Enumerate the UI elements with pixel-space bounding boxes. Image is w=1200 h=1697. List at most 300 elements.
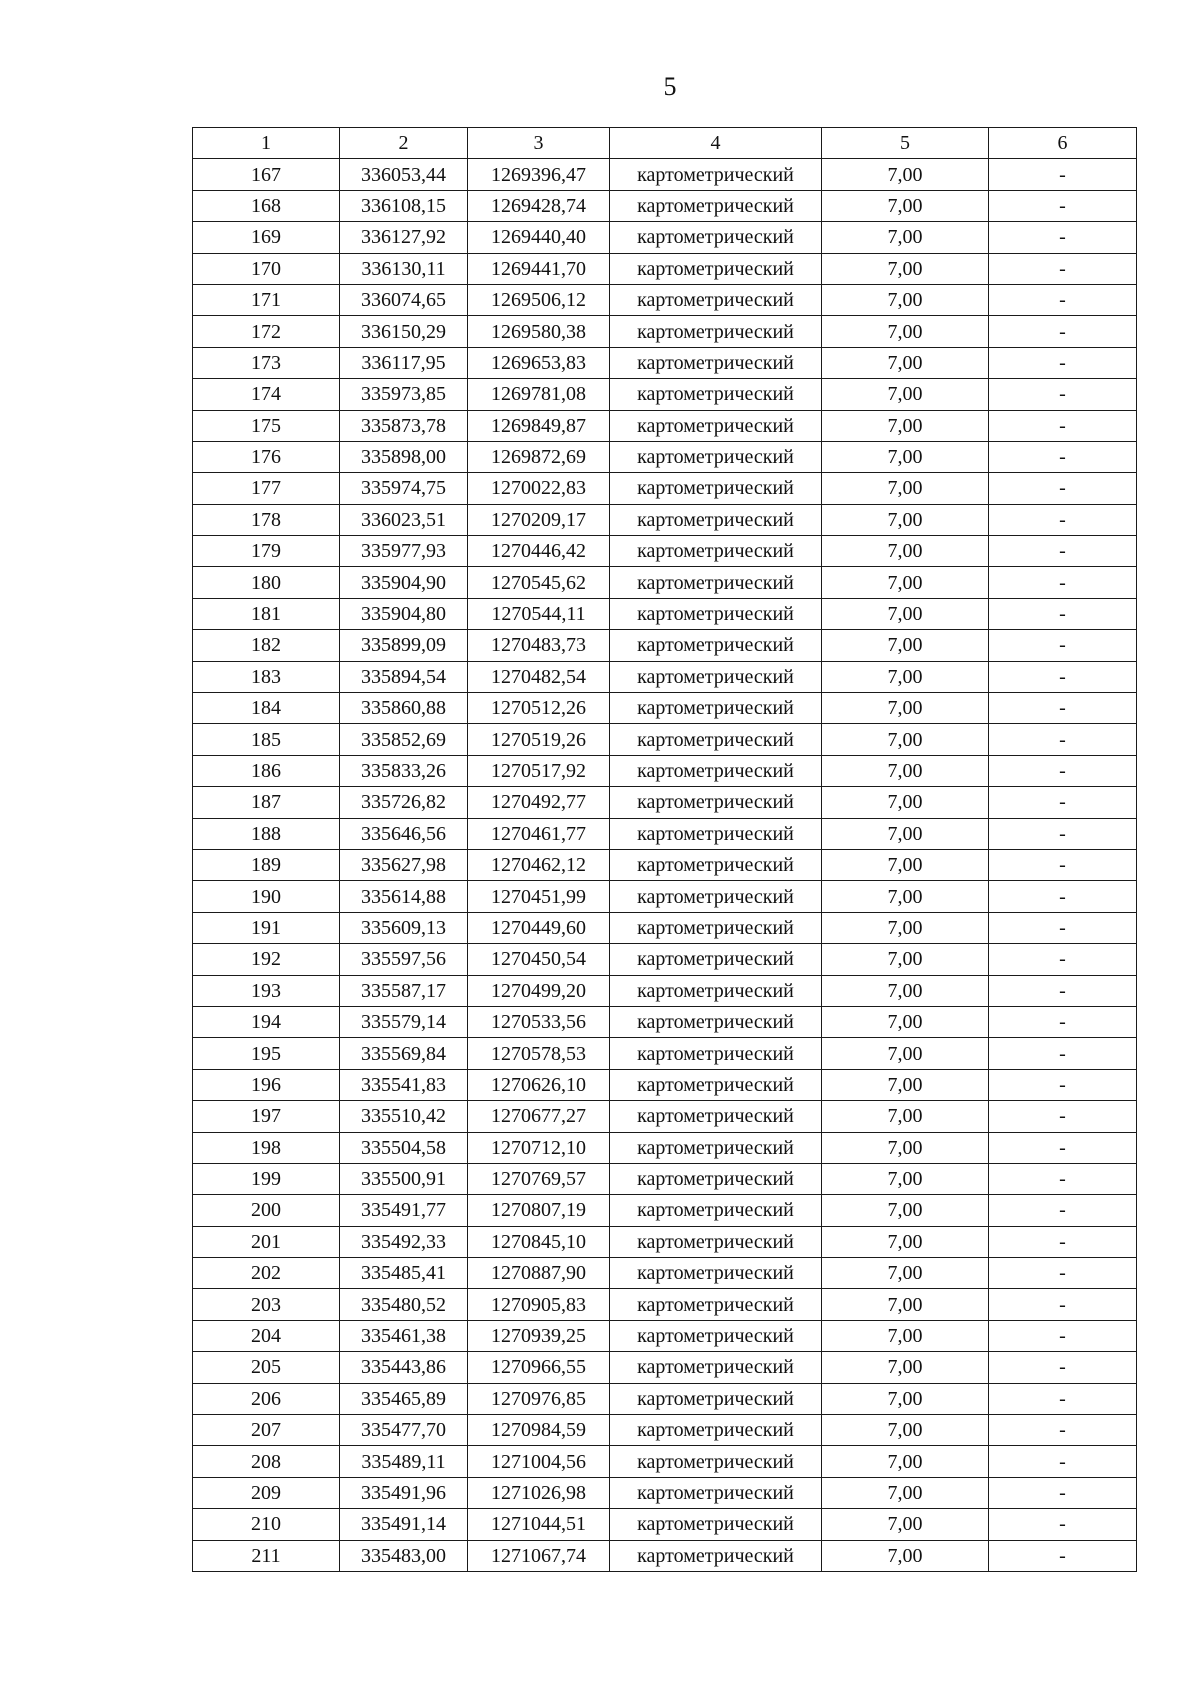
description-cell: -: [989, 1069, 1137, 1100]
method-cell: картометрический: [610, 661, 822, 692]
method-cell: картометрический: [610, 1163, 822, 1194]
y-coordinate-cell: 1270769,57: [468, 1163, 610, 1194]
method-cell: картометрический: [610, 693, 822, 724]
point-number-cell: 204: [193, 1320, 340, 1351]
y-coordinate-cell: 1269441,70: [468, 253, 610, 284]
method-cell: картометрический: [610, 818, 822, 849]
point-number-cell: 175: [193, 410, 340, 441]
y-coordinate-cell: 1270446,42: [468, 536, 610, 567]
table-row: [193, 1446, 1137, 1477]
accuracy-cell: 7,00: [822, 316, 989, 347]
accuracy-cell: 7,00: [822, 724, 989, 755]
x-coordinate-cell: 335569,84: [340, 1038, 468, 1069]
description-cell: -: [989, 222, 1137, 253]
description-cell: -: [989, 755, 1137, 786]
accuracy-cell: 7,00: [822, 661, 989, 692]
point-number-cell: 195: [193, 1038, 340, 1069]
point-number-cell: 208: [193, 1446, 340, 1477]
table-row: [193, 567, 1137, 598]
accuracy-cell: 7,00: [822, 912, 989, 943]
point-number-cell: 210: [193, 1509, 340, 1540]
accuracy-cell: 7,00: [822, 347, 989, 378]
y-coordinate-cell: 1269781,08: [468, 379, 610, 410]
x-coordinate-cell: 335480,52: [340, 1289, 468, 1320]
table-row: [193, 1163, 1137, 1194]
table-row: [193, 504, 1137, 535]
table-row: [193, 1509, 1137, 1540]
description-cell: -: [989, 536, 1137, 567]
description-cell: -: [989, 1415, 1137, 1446]
x-coordinate-cell: 336053,44: [340, 159, 468, 190]
page-number: 5: [663, 72, 677, 101]
x-coordinate-cell: 335609,13: [340, 912, 468, 943]
method-cell: картометрический: [610, 1477, 822, 1508]
description-cell: -: [989, 818, 1137, 849]
description-cell: -: [989, 630, 1137, 661]
accuracy-cell: 7,00: [822, 1540, 989, 1571]
point-number-cell: 191: [193, 912, 340, 943]
x-coordinate-cell: 335614,88: [340, 881, 468, 912]
point-number-cell: 168: [193, 190, 340, 221]
y-coordinate-cell: 1270626,10: [468, 1069, 610, 1100]
x-coordinate-cell: 335489,11: [340, 1446, 468, 1477]
description-cell: -: [989, 504, 1137, 535]
description-cell: -: [989, 1540, 1137, 1571]
description-cell: -: [989, 975, 1137, 1006]
x-coordinate-cell: 335491,14: [340, 1509, 468, 1540]
description-cell: -: [989, 1509, 1137, 1540]
point-number-cell: 202: [193, 1258, 340, 1289]
method-cell: картометрический: [610, 1258, 822, 1289]
method-cell: картометрический: [610, 347, 822, 378]
point-number-cell: 189: [193, 849, 340, 880]
description-cell: -: [989, 661, 1137, 692]
point-number-cell: 177: [193, 473, 340, 504]
method-cell: картометрический: [610, 1383, 822, 1414]
point-number-cell: 207: [193, 1415, 340, 1446]
description-cell: -: [989, 1006, 1137, 1037]
x-coordinate-cell: 335627,98: [340, 849, 468, 880]
x-coordinate-cell: 335491,77: [340, 1195, 468, 1226]
accuracy-cell: 7,00: [822, 1352, 989, 1383]
method-cell: картометрический: [610, 849, 822, 880]
table-row: [193, 661, 1137, 692]
y-coordinate-cell: 1270545,62: [468, 567, 610, 598]
x-coordinate-cell: 335726,82: [340, 787, 468, 818]
x-coordinate-cell: 335904,80: [340, 598, 468, 629]
table-row: [193, 1383, 1137, 1414]
point-number-cell: 167: [193, 159, 340, 190]
point-number-cell: 178: [193, 504, 340, 535]
table-row: [193, 410, 1137, 441]
y-coordinate-cell: 1270492,77: [468, 787, 610, 818]
method-cell: картометрический: [610, 536, 822, 567]
description-cell: -: [989, 1352, 1137, 1383]
method-cell: картометрический: [610, 379, 822, 410]
point-number-cell: 174: [193, 379, 340, 410]
y-coordinate-cell: 1270450,54: [468, 944, 610, 975]
x-coordinate-cell: 335485,41: [340, 1258, 468, 1289]
column-header-1: 1: [193, 128, 340, 159]
table-row: [193, 1352, 1137, 1383]
point-number-cell: 196: [193, 1069, 340, 1100]
y-coordinate-cell: 1270807,19: [468, 1195, 610, 1226]
table-row: [193, 1289, 1137, 1320]
description-cell: -: [989, 347, 1137, 378]
y-coordinate-cell: 1270461,77: [468, 818, 610, 849]
x-coordinate-cell: 336023,51: [340, 504, 468, 535]
method-cell: картометрический: [610, 1352, 822, 1383]
point-number-cell: 184: [193, 693, 340, 724]
y-coordinate-cell: 1270578,53: [468, 1038, 610, 1069]
table-row: [193, 1258, 1137, 1289]
description-cell: -: [989, 1477, 1137, 1508]
table-row: [193, 473, 1137, 504]
method-cell: картометрический: [610, 441, 822, 472]
y-coordinate-cell: 1271004,56: [468, 1446, 610, 1477]
accuracy-cell: 7,00: [822, 630, 989, 661]
table-row: [193, 630, 1137, 661]
accuracy-cell: 7,00: [822, 1038, 989, 1069]
accuracy-cell: 7,00: [822, 1163, 989, 1194]
y-coordinate-cell: 1270677,27: [468, 1101, 610, 1132]
accuracy-cell: 7,00: [822, 944, 989, 975]
column-header-2: 2: [340, 128, 468, 159]
accuracy-cell: 7,00: [822, 755, 989, 786]
table-row: [193, 347, 1137, 378]
y-coordinate-cell: 1269440,40: [468, 222, 610, 253]
accuracy-cell: 7,00: [822, 410, 989, 441]
y-coordinate-cell: 1270499,20: [468, 975, 610, 1006]
description-cell: -: [989, 253, 1137, 284]
accuracy-cell: 7,00: [822, 1289, 989, 1320]
y-coordinate-cell: 1270905,83: [468, 1289, 610, 1320]
method-cell: картометрический: [610, 598, 822, 629]
x-coordinate-cell: 335541,83: [340, 1069, 468, 1100]
y-coordinate-cell: 1269580,38: [468, 316, 610, 347]
description-cell: -: [989, 944, 1137, 975]
x-coordinate-cell: 335483,00: [340, 1540, 468, 1571]
table-row: [193, 1226, 1137, 1257]
point-number-cell: 201: [193, 1226, 340, 1257]
method-cell: картометрический: [610, 881, 822, 912]
y-coordinate-cell: 1270462,12: [468, 849, 610, 880]
y-coordinate-cell: 1269849,87: [468, 410, 610, 441]
point-number-cell: 205: [193, 1352, 340, 1383]
description-cell: -: [989, 1258, 1137, 1289]
point-number-cell: 193: [193, 975, 340, 1006]
accuracy-cell: 7,00: [822, 159, 989, 190]
y-coordinate-cell: 1270976,85: [468, 1383, 610, 1414]
x-coordinate-cell: 335860,88: [340, 693, 468, 724]
accuracy-cell: 7,00: [822, 1320, 989, 1351]
y-coordinate-cell: 1270022,83: [468, 473, 610, 504]
accuracy-cell: 7,00: [822, 1446, 989, 1477]
method-cell: картометрический: [610, 1195, 822, 1226]
description-cell: -: [989, 1038, 1137, 1069]
table-row: [193, 944, 1137, 975]
point-number-cell: 183: [193, 661, 340, 692]
accuracy-cell: 7,00: [822, 1258, 989, 1289]
method-cell: картометрический: [610, 222, 822, 253]
x-coordinate-cell: 335504,58: [340, 1132, 468, 1163]
x-coordinate-cell: 335477,70: [340, 1415, 468, 1446]
accuracy-cell: 7,00: [822, 284, 989, 315]
method-cell: картометрический: [610, 1101, 822, 1132]
table-row: [193, 1101, 1137, 1132]
point-number-cell: 211: [193, 1540, 340, 1571]
point-number-cell: 180: [193, 567, 340, 598]
y-coordinate-cell: 1271067,74: [468, 1540, 610, 1571]
x-coordinate-cell: 335461,38: [340, 1320, 468, 1351]
description-cell: -: [989, 1163, 1137, 1194]
method-cell: картометрический: [610, 975, 822, 1006]
table-row: [193, 693, 1137, 724]
table-row: [193, 159, 1137, 190]
x-coordinate-cell: 335904,90: [340, 567, 468, 598]
method-cell: картометрический: [610, 944, 822, 975]
point-number-cell: 197: [193, 1101, 340, 1132]
method-cell: картометрический: [610, 724, 822, 755]
table-row: [193, 1195, 1137, 1226]
description-cell: -: [989, 787, 1137, 818]
table-row: [193, 190, 1137, 221]
description-cell: -: [989, 1320, 1137, 1351]
table-row: [193, 881, 1137, 912]
point-number-cell: 199: [193, 1163, 340, 1194]
x-coordinate-cell: 336150,29: [340, 316, 468, 347]
column-header-4: 4: [610, 128, 822, 159]
table-row: [193, 818, 1137, 849]
x-coordinate-cell: 335579,14: [340, 1006, 468, 1037]
method-cell: картометрический: [610, 1038, 822, 1069]
accuracy-cell: 7,00: [822, 379, 989, 410]
method-cell: картометрический: [610, 1540, 822, 1571]
accuracy-cell: 7,00: [822, 881, 989, 912]
y-coordinate-cell: 1270966,55: [468, 1352, 610, 1383]
accuracy-cell: 7,00: [822, 1132, 989, 1163]
coordinates-table: [192, 127, 1137, 1572]
y-coordinate-cell: 1270482,54: [468, 661, 610, 692]
y-coordinate-cell: 1270451,99: [468, 881, 610, 912]
point-number-cell: 192: [193, 944, 340, 975]
table-row: [193, 849, 1137, 880]
point-number-cell: 182: [193, 630, 340, 661]
method-cell: картометрический: [610, 190, 822, 221]
point-number-cell: 200: [193, 1195, 340, 1226]
table-row: [193, 222, 1137, 253]
x-coordinate-cell: 335974,75: [340, 473, 468, 504]
method-cell: картометрический: [610, 253, 822, 284]
y-coordinate-cell: 1270209,17: [468, 504, 610, 535]
accuracy-cell: 7,00: [822, 567, 989, 598]
accuracy-cell: 7,00: [822, 1069, 989, 1100]
table-row: [193, 724, 1137, 755]
point-number-cell: 172: [193, 316, 340, 347]
table-row: [193, 598, 1137, 629]
accuracy-cell: 7,00: [822, 787, 989, 818]
method-cell: картометрический: [610, 630, 822, 661]
x-coordinate-cell: 335443,86: [340, 1352, 468, 1383]
method-cell: картометрический: [610, 1226, 822, 1257]
accuracy-cell: 7,00: [822, 1477, 989, 1508]
point-number-cell: 188: [193, 818, 340, 849]
column-header-6: 6: [989, 128, 1137, 159]
description-cell: -: [989, 1132, 1137, 1163]
point-number-cell: 185: [193, 724, 340, 755]
description-cell: -: [989, 693, 1137, 724]
y-coordinate-cell: 1270887,90: [468, 1258, 610, 1289]
x-coordinate-cell: 335646,56: [340, 818, 468, 849]
point-number-cell: 209: [193, 1477, 340, 1508]
column-header-3: 3: [468, 128, 610, 159]
accuracy-cell: 7,00: [822, 441, 989, 472]
method-cell: картометрический: [610, 284, 822, 315]
table-row: [193, 441, 1137, 472]
x-coordinate-cell: 335491,96: [340, 1477, 468, 1508]
accuracy-cell: 7,00: [822, 975, 989, 1006]
point-number-cell: 170: [193, 253, 340, 284]
description-cell: -: [989, 379, 1137, 410]
method-cell: картометрический: [610, 504, 822, 535]
accuracy-cell: 7,00: [822, 190, 989, 221]
x-coordinate-cell: 335898,00: [340, 441, 468, 472]
description-cell: -: [989, 1101, 1137, 1132]
table-row: [193, 787, 1137, 818]
accuracy-cell: 7,00: [822, 536, 989, 567]
table-row: [193, 284, 1137, 315]
description-cell: -: [989, 1289, 1137, 1320]
point-number-cell: 198: [193, 1132, 340, 1163]
description-cell: -: [989, 190, 1137, 221]
accuracy-cell: 7,00: [822, 1415, 989, 1446]
accuracy-cell: 7,00: [822, 1509, 989, 1540]
y-coordinate-cell: 1270533,56: [468, 1006, 610, 1037]
x-coordinate-cell: 335852,69: [340, 724, 468, 755]
y-coordinate-cell: 1269872,69: [468, 441, 610, 472]
description-cell: -: [989, 316, 1137, 347]
table-row: [193, 1069, 1137, 1100]
method-cell: картометрический: [610, 567, 822, 598]
y-coordinate-cell: 1270519,26: [468, 724, 610, 755]
x-coordinate-cell: 335597,56: [340, 944, 468, 975]
x-coordinate-cell: 335977,93: [340, 536, 468, 567]
accuracy-cell: 7,00: [822, 253, 989, 284]
x-coordinate-cell: 336127,92: [340, 222, 468, 253]
x-coordinate-cell: 335833,26: [340, 755, 468, 786]
y-coordinate-cell: 1270449,60: [468, 912, 610, 943]
y-coordinate-cell: 1269506,12: [468, 284, 610, 315]
method-cell: картометрический: [610, 1132, 822, 1163]
accuracy-cell: 7,00: [822, 1195, 989, 1226]
accuracy-cell: 7,00: [822, 222, 989, 253]
method-cell: картометрический: [610, 755, 822, 786]
x-coordinate-cell: 335899,09: [340, 630, 468, 661]
x-coordinate-cell: 335510,42: [340, 1101, 468, 1132]
table-row: [193, 379, 1137, 410]
accuracy-cell: 7,00: [822, 504, 989, 535]
y-coordinate-cell: 1270483,73: [468, 630, 610, 661]
description-cell: -: [989, 284, 1137, 315]
table-row: [193, 316, 1137, 347]
table-row: [193, 755, 1137, 786]
y-coordinate-cell: 1270512,26: [468, 693, 610, 724]
method-cell: картометрический: [610, 410, 822, 441]
x-coordinate-cell: 335465,89: [340, 1383, 468, 1414]
x-coordinate-cell: 335587,17: [340, 975, 468, 1006]
description-cell: -: [989, 567, 1137, 598]
description-cell: -: [989, 1446, 1137, 1477]
description-cell: -: [989, 598, 1137, 629]
method-cell: картометрический: [610, 787, 822, 818]
method-cell: картометрический: [610, 1289, 822, 1320]
method-cell: картометрический: [610, 473, 822, 504]
method-cell: картометрический: [610, 1069, 822, 1100]
point-number-cell: 194: [193, 1006, 340, 1037]
table-row: [193, 1540, 1137, 1571]
y-coordinate-cell: 1270544,11: [468, 598, 610, 629]
accuracy-cell: 7,00: [822, 1006, 989, 1037]
x-coordinate-cell: 335500,91: [340, 1163, 468, 1194]
y-coordinate-cell: 1270939,25: [468, 1320, 610, 1351]
table-body: [193, 159, 1137, 1572]
x-coordinate-cell: 336108,15: [340, 190, 468, 221]
table-row: [193, 1415, 1137, 1446]
method-cell: картометрический: [610, 159, 822, 190]
description-cell: -: [989, 912, 1137, 943]
table-row: [193, 1132, 1137, 1163]
description-cell: -: [989, 473, 1137, 504]
method-cell: картометрический: [610, 316, 822, 347]
point-number-cell: 190: [193, 881, 340, 912]
accuracy-cell: 7,00: [822, 693, 989, 724]
method-cell: картометрический: [610, 1415, 822, 1446]
accuracy-cell: 7,00: [822, 1101, 989, 1132]
y-coordinate-cell: 1271044,51: [468, 1509, 610, 1540]
column-header-5: 5: [822, 128, 989, 159]
x-coordinate-cell: 335973,85: [340, 379, 468, 410]
accuracy-cell: 7,00: [822, 849, 989, 880]
x-coordinate-cell: 335492,33: [340, 1226, 468, 1257]
description-cell: -: [989, 1383, 1137, 1414]
description-cell: -: [989, 881, 1137, 912]
y-coordinate-cell: 1269396,47: [468, 159, 610, 190]
point-number-cell: 187: [193, 787, 340, 818]
method-cell: картометрический: [610, 912, 822, 943]
accuracy-cell: 7,00: [822, 1383, 989, 1414]
accuracy-cell: 7,00: [822, 818, 989, 849]
table-row: [193, 1006, 1137, 1037]
point-number-cell: 173: [193, 347, 340, 378]
point-number-cell: 176: [193, 441, 340, 472]
y-coordinate-cell: 1269653,83: [468, 347, 610, 378]
point-number-cell: 171: [193, 284, 340, 315]
table-row: [193, 1477, 1137, 1508]
y-coordinate-cell: 1270845,10: [468, 1226, 610, 1257]
x-coordinate-cell: 336130,11: [340, 253, 468, 284]
point-number-cell: 206: [193, 1383, 340, 1414]
table-row: [193, 1320, 1137, 1351]
description-cell: -: [989, 441, 1137, 472]
y-coordinate-cell: 1271026,98: [468, 1477, 610, 1508]
table-row: [193, 536, 1137, 567]
method-cell: картометрический: [610, 1509, 822, 1540]
table-row: [193, 912, 1137, 943]
description-cell: -: [989, 1226, 1137, 1257]
accuracy-cell: 7,00: [822, 1226, 989, 1257]
point-number-cell: 179: [193, 536, 340, 567]
description-cell: -: [989, 724, 1137, 755]
